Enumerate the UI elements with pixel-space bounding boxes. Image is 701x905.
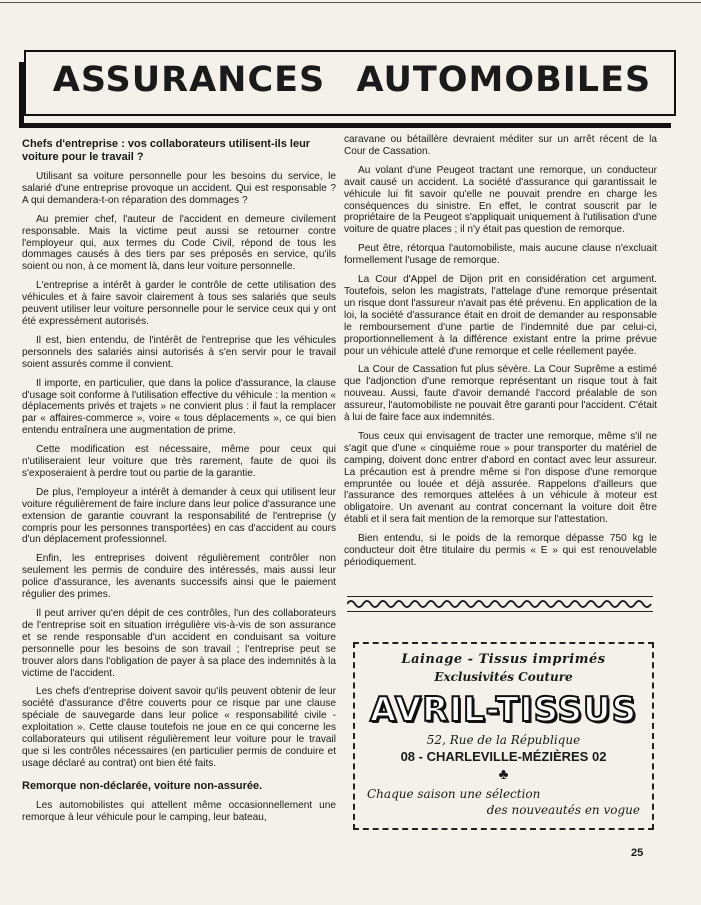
right-column xyxy=(344,134,657,576)
decorative-rule xyxy=(347,596,653,612)
ad-slogan-line1: Chaque saison une sélection xyxy=(367,787,541,801)
paragraph: Tous ceux qui envisagent de tracter une remorque, même s'il ne s'agit que d'une « cinquième roue » pour transporter du matériel de camping, doivent donc entrer d'abord en contact avec leur assureur. La précaution est à prendre même si l'on dispose d'une remorque empruntée ou louée et déjà assurée. Rappelons d'ailleurs que l'assurance des remorques attelées à un véhicule à moteur est obligatoire. Un avenant au contrat concernant la voiture doit être établi et il sera fait mention de la remorque sur l'attestation. xyxy=(344,430,657,526)
paragraph: Bien entendu, si le poids de la remorque dépasse 750 kg le conducteur doit être titulaire du permis « E » qui est renouvelable périodiquement. xyxy=(344,533,657,568)
ad-line-fabrics: Lainage - Tissus imprimés xyxy=(401,652,606,667)
left-column xyxy=(22,138,336,831)
paragraph: Au premier chef, l'auteur de l'accident en demeure civilement responsable. Mais la victime peut aussi se retourner contre l'employeur qui, aux termes du Code Civil, répond de tous les dommages causés à des tiers par ses préposés en service, qu'ils soient ou non, à ce moment là, dans leur voiture personnelle. xyxy=(22,213,336,273)
ad-city: 08 - CHARLEVILLE-MÉZIÈRES 02 xyxy=(400,749,607,764)
paragraph: Les chefs d'entreprise doivent savoir qu'ils peuvent obtenir de leur société d'assurance d'être couverts pour ce risque par une clause spéciale de sauvegarde dans leur police « responsabilité civile - exploitation ». Cette clause toutefois ne joue en ce qui concerne les collaborateurs qui utilisent régulièrement leur voiture pour le travail que si les contrôles nécessaires (en particulier permis de conduire et usage déclaré au contrat) ont bien été faits. xyxy=(22,686,336,769)
page-number: 25 xyxy=(631,847,644,859)
paragraph: Il est, bien entendu, de l'intérêt de l'entreprise que les véhicules personnels des salariés ainsi autorisés à s'en servir pour le travail soient assurés comme il convient. xyxy=(22,334,336,370)
section-heading-trailer: Remorque non-déclarée, voiture non-assurée. xyxy=(22,779,263,792)
club-ornament-icon: ♣ xyxy=(498,766,509,783)
top-rule xyxy=(0,2,701,3)
paragraph: Peut être, rétorqua l'automobiliste, mais aucune clause n'excluait formellement l'usage de remorque. xyxy=(344,243,657,267)
paragraph: De plus, l'employeur a intérêt à demander à ceux qui utilisent leur voiture régulièrement de faire inclure dans leur police d'assurance une extension de garantie couvrant la responsabilité de l'entreprise (y compris pour les personnes transportées) en cas d'accident au cours d'un déplacement professionnel. xyxy=(22,486,336,546)
paragraph: La Cour de Cassation fut plus sévère. La Cour Suprême a estimé que l'adjonction d'une remorque représentant un risque tout à fait nouveau. Aussi, faute d'avoir demandé l'accord préalable de son assureur, l'automobiliste ne pouvait être garanti pour l'accident. C'était à lui de faire face aux indemnités. xyxy=(344,364,657,424)
paragraph: Au volant d'une Peugeot tractant une remorque, un conducteur avait causé un accident. La société d'assurance qui garantissait le véhicule lui fit savoir qu'elle ne pouvait prendre en charge les conséquences du sinistre. En effet, le contrat souscrit par le propriétaire de la Peugeot s'appliquait uniquement à l'utilisation d'une voiture de quatre places ; il n'y était pas question de remorque. xyxy=(344,164,657,236)
paragraph-continuation: caravane ou bétaillère devraient méditer sur un arrêt récent de la Cour de Cassation. xyxy=(344,134,657,157)
section-heading-employees: Chefs d'entreprise : vos collaborateurs utilisent-ils leur voiture pour le travail ? xyxy=(22,138,311,163)
paragraph: Les automobilistes qui attellent même occasionnellement une remorque à leur véhicule pour le camping, leur bateau, xyxy=(22,799,336,823)
ad-slogan-line2: des nouveautés en vogue xyxy=(486,803,640,817)
page-title: ASSURANCES AUTOMOBILES xyxy=(52,60,652,100)
paragraph: Cette modification est nécessaire, même pour ceux qui n'utiliseraient leur voiture que très rarement, faute de quoi ils s'exposeraient à perdre tout ou partie de la garantie. xyxy=(22,444,336,479)
paragraph: Utilisant sa voiture personnelle pour les besoins du service, le salarié d'une entreprise provoque un accident. Qui est responsable ? A qui demandera-t-on réparation des dommages ? xyxy=(22,171,336,206)
paragraph: Il importe, en particulier, que dans la police d'assurance, la clause d'usage soit conforme à l'utilisation effective du véhicule : la mention « déplacements privés et trajets » ne convient plus : il faut la remplacer par « affaires-commerce », voire « tous déplacements », ce qui bien entendu entraînera une augmentation de prime. xyxy=(22,377,336,437)
ad-line-exclusives: Exclusivités Couture xyxy=(434,670,573,684)
advertisement-box xyxy=(353,642,654,830)
ad-address: 52, Rue de la République xyxy=(426,733,581,747)
wave-ornament-icon xyxy=(347,598,653,610)
paragraph: Enfin, les entreprises doivent régulièrement contrôler non seulement les permis de conduire des intéressés, mais aussi leur police d'assurance, les avenants successifs ainsi que le paiement régulier des primes. xyxy=(22,553,336,601)
paragraph: L'entreprise a intérêt à garder le contrôle de cette utilisation des véhicules et à faire savoir clairement à tous ses salariés que seuls peuvent utiliser leur voiture personnelle pour le service ceux qui y ont été expressément autorisés. xyxy=(22,280,336,327)
paragraph: La Cour d'Appel de Dijon prit en considération cet argument. Toutefois, selon les magistrats, l'attelage d'une remorque présentait un risque dont l'assureur n'avait pas été prévenu. En application de la loi, la société d'assurance était en droit de demander au responsable le remboursement d'une partie de l'indemnité due par celui-ci, proportionnellement à la différence existant entre la prime prévue pour un véhicule attelé d'une remorque et celle réellement payée. xyxy=(344,274,657,357)
ad-brand-name: AVRIL-TISSUS xyxy=(369,690,638,730)
title-frame xyxy=(24,50,676,116)
paragraph: Il peut arriver qu'en dépit de ces contrôles, l'un des collaborateurs de l'entreprise soit en situation irrégulière vis-à-vis de son assurance et se rende responsable d'un accident en conduisant sa voiture personnelle pour les besoins de son travail ; l'entreprise peut se trouver alors dans l'obligation de payer à sa place des indemnités à la victime de l'accident. xyxy=(22,608,336,679)
